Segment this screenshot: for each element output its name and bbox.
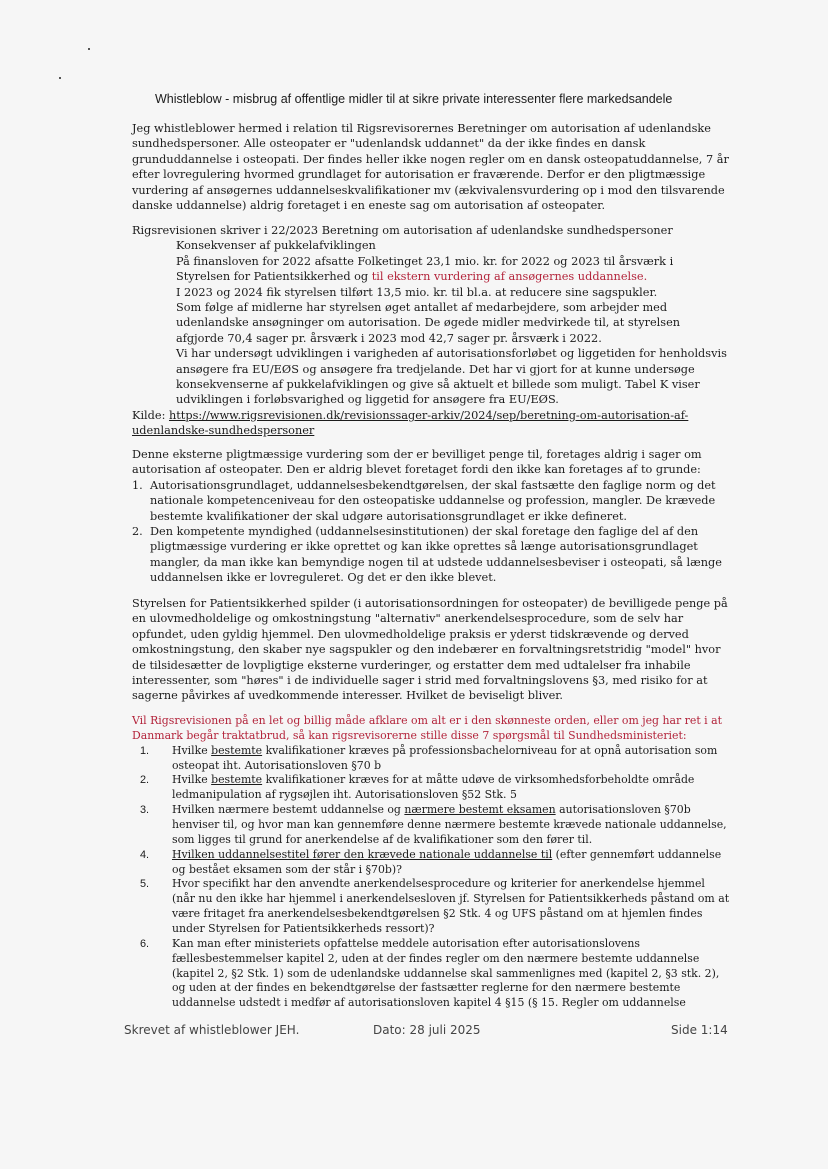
quote-p2: I 2023 og 2024 fik styrelsen tilført 13,5 mio. kr. til bl.a. at reducere sine sagspukler. — [176, 285, 658, 299]
questions-list — [132, 744, 730, 1011]
quote-body — [132, 238, 730, 407]
scan-speck — [59, 77, 61, 79]
list-item: 6. Kan man efter ministeriets opfattelse meddele autorisation efter autorisationslovens fællesbestemmelser kapitel 2, uden at der findes regler om den nærmere bestemte uddannelse (kapitel 2, §2 Stk. 1) som de udenlandske uddannelse skal sammenlignes med (kapitel 2, §3 stk. 2), og uden at der findes en bekendtgørelse der fastsætter reglerne for den nærmere bestemte uddannelse udstedt i medfør af autorisationsloven kapitel 4 §15 (§ 15. Regler om uddannelse — [140, 936, 720, 1010]
list-item: 3. Hvilken nærmere bestemt uddannelse og nærmere bestemt eksamen autorisationsloven §70b henviser til, og hvor man kan gennemføre denne nærmere bestemte krævede nationale uddannelse, som ligges til grund for anerkendelse af de kvalifikationer som den fører til. — [140, 803, 727, 846]
quote-section — [132, 223, 730, 439]
list-item: 4. Hvilken uddannelsestitel fører den krævede nationale uddannelse til (efter gennemført uddannelse og bestået eksamen som der står i §70b)? — [140, 847, 722, 876]
quote-lead: Rigsrevisionen skriver i 22/2023 Beretning om autorisation af udenlandske sundhedspersoner — [132, 224, 673, 237]
source-link[interactable]: https://www.rigsrevisionen.dk/revisionssager-arkiv/2024/sep/beretning-om-autorisation-af-udenlandske-sundhedspersoner — [132, 408, 689, 438]
quote-p4: Vi har undersøgt udviklingen i varigheden af autorisationsforløbet og liggetiden for henholdsvis ansøgere fra EU/EØS og ansøgere fra tredjelande. Det har vi gjort for at kunne undersøge konsekvenserne af pukkelafviklingen og give så aktuelt et billede som muligt. Tabel K viser udviklingen i forløbsvarighed og liggetid for ansøgere fra EU/EØS. — [176, 347, 727, 407]
paragraph-3: Styrelsen for Patientsikkerhed spilder (i autorisationsordningen for osteopater) de bevilligede penge på en ulovmedholdelige og omkostningstung "alternativ" anerkendelsesprocedure, som de selv har opfundet, uden gyldig hjemmel. Den ulovmedholdelige praksis er yderst tidskrævende og derved omkostningstung, den skaber nye sagspukler og den indebærer en forvaltningsretstridig "model" hvor de tilsidesætter de lovpligtige eksterne vurderinger, og erstatter dem med udtalelser fra inhabile interessenter, som "høres" i de individuelle sager i strid med forvaltningslovens §3, med risiko for at sagerne påvirkes af uvedkommende interesser. Hvilket de beviseligt bliver. — [132, 597, 728, 703]
footer-date: Dato: 28 juli 2025 — [373, 1023, 481, 1037]
list-item: 2. Hvilke bestemte kvalifikationer kræves for at måtte udøve de virksomhedsforbeholdte område ledmanipulation af rygsøjlen iht. Autorisationsloven §52 Stk. 5 — [140, 773, 695, 802]
intro-paragraph: Jeg whistleblower hermed i relation til Rigsrevisorernes Beretninger om autorisation af udenlandske sundhedspersoner. Alle osteopater er "udenlandsk uddannet" da der ikke findes en dansk grunduddannelse i osteopati. Der findes heller ikke nogen regler om en dansk osteopatuddannelse, 7 år efter lovregulering hvormed grundlaget for autorisation er fraværende. Derfor er den pligtmæssige vurdering af ansøgernes uddannelseskvalifikationer mv (ækvivalensvurdering op i mod den tilsvarende danske uddannelse) aldrig foretaget i en eneste sag om autorisation af osteopater. — [132, 122, 729, 213]
document-title: Whistleblow - misbrug af offentlige midler til at sikre private interessenter flere markedsandele — [155, 92, 673, 106]
scan-speck — [88, 48, 90, 50]
highlighted-text: til ekstern vurdering af ansøgernes uddannelse. — [371, 270, 648, 284]
list-item: 1. Hvilke bestemte kvalifikationer kræves på professionsbachelorniveau for at opnå autorisation som osteopat iht. Autorisationsloven §70 b — [140, 743, 718, 772]
reasons-section — [132, 447, 730, 586]
quote-p1: På finansloven for 2022 afsatte Folketinget 23,1 mio. kr. for 2022 og 2023 til årsværk i Styrelsen for Patientsikkerhed og til ekstern vurdering af ansøgernes uddannelse. — [176, 254, 674, 284]
paragraph-4-highlighted: Vil Rigsrevisionen på en let og billig måde afklare om alt er i den skønneste orden, eller om jeg har ret i at Danmark begår traktatbrud, så kan rigsrevisorerne stille disse 7 spørgsmål til Sundhedsministeriet: — [132, 714, 722, 742]
quote-heading: Konsekvenser af pukkelafviklingen — [176, 239, 376, 253]
reasons-list — [132, 478, 730, 586]
footer-author: Skrevet af whistleblower JEH. — [124, 1023, 300, 1037]
source-line: Kilde: https://www.rigsrevisionen.dk/revisionssager-arkiv/2024/sep/beretning-om-autorisation-af-udenlandske-sundhedspersoner — [132, 408, 689, 438]
paragraph-2: Denne eksterne pligtmæssige vurdering som der er bevilliget penge til, foretages aldrig i sager om autorisation af osteopater. Den er aldrig blevet foretaget fordi den ikke kan foretages af to grunde: — [132, 448, 702, 477]
footer-page-number: Side 1:14 — [671, 1023, 728, 1037]
questions-section — [132, 714, 730, 1011]
list-item: 5. Hvor specifikt har den anvendte anerkendelsesprocedure og kriterier for anerkendelse hjemmel (når nu den ikke har hjemmel i anerkendelsesloven jf. Styrelsen for Patientsikkerheds påstand om at være fritaget fra anerkendelsesbekendtgørelsen §2 Stk. 4 og UFS påstand om at hjemlen findes under Styrelsen for Patientsikkerheds ressort)? — [140, 877, 730, 936]
list-item: 1. Autorisationsgrundlaget, uddannelsesbekendtgørelsen, der skal fastsætte den faglige norm og det nationale kompetenceniveau for den osteopatiske uddannelse og profession, mangler. De krævede bestemte kvalifikationer der skal udgøre autorisationsgrundlaget er ikke defineret. — [132, 478, 716, 523]
quote-p3: Som følge af midlerne har styrelsen øget antallet af medarbejdere, som arbejder med udenlandske ansøgninger om autorisation. De øgede midler medvirkede til, at styrelsen afgjorde 70,4 sager pr. årsværk i 2023 mod 42,7 sager pr. årsværk i 2022. — [176, 301, 681, 345]
list-item: 2. Den kompetente myndighed (uddannelsesinstitutionen) der skal foretage den faglige del af den pligtmæssige vurdering er ikke oprettet og kan ikke oprettes så længe autorisationsgrundlaget mangler, da man ikke kan bemyndige nogen til at udstede uddannelsesbeviser i osteopati, så længe uddannelsen ikke er lovreguleret. Og det er den ikke blevet. — [132, 525, 722, 585]
